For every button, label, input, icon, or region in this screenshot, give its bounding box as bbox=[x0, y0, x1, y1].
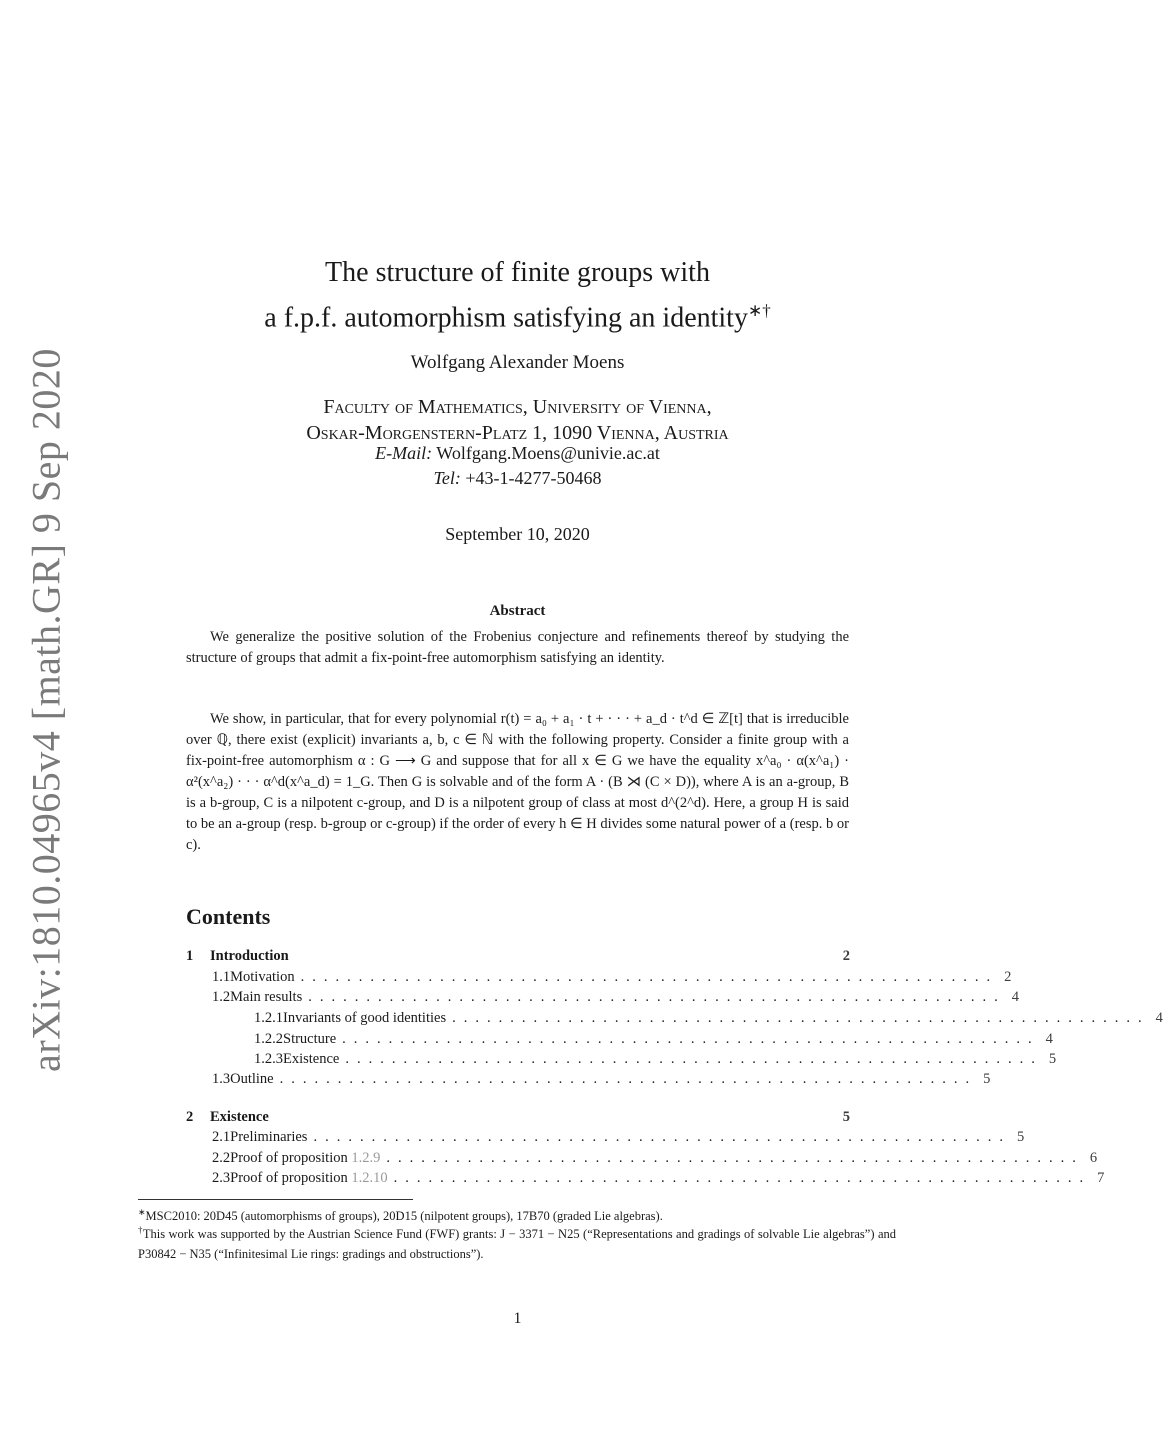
email-label: E-Mail: bbox=[375, 443, 433, 463]
toc-entry-number: 1 bbox=[186, 948, 194, 964]
toc-entry-number: 1.2 bbox=[212, 989, 231, 1005]
toc-entry-page-link[interactable]: 4 bbox=[1045, 1031, 1053, 1047]
title-footnote-marks[interactable]: ∗† bbox=[747, 301, 771, 320]
contents-heading: Contents bbox=[186, 904, 271, 929]
email-address[interactable]: Wolfgang.Moens@univie.ac.at bbox=[436, 443, 660, 463]
tel-label: Tel: bbox=[433, 468, 461, 488]
toc-entry-number: 1.2.1 bbox=[254, 1010, 283, 1026]
toc-entry-label: Structure bbox=[283, 1031, 337, 1047]
toc-entry-label: Outline bbox=[230, 1071, 274, 1087]
toc-entry-page-link[interactable]: 2 bbox=[842, 948, 850, 964]
toc-entry-label: Existence bbox=[283, 1051, 340, 1067]
toc-entry-leader-dots: ............................................................ bbox=[386, 1150, 1084, 1166]
footnote-2: †This work was supported by the Austrian Science Fund (FWF) grants: J − 3371 − N25 (“Representations and gradings of solvable Lie algebras”) and P30842 − N35 (“Infinitesimal Lie rings: gradings and obstructions”). bbox=[138, 1225, 897, 1262]
toc-entry-page-link[interactable]: 5 bbox=[983, 1071, 991, 1087]
footnote-1: ∗MSC2010: 20D45 (automorphisms of groups), 20D15 (nilpotent groups), 17B70 (graded Lie algebras). bbox=[138, 1207, 663, 1224]
toc-entry[interactable] bbox=[186, 1150, 1098, 1170]
affiliation-line-2: Oskar-Morgenstern-Platz 1, 1090 Vienna, Austria bbox=[306, 422, 729, 444]
toc-entry-leader-dots: ............................................................ bbox=[342, 1031, 1040, 1047]
toc-entry[interactable] bbox=[186, 1051, 1057, 1071]
toc-entry-page-link[interactable]: 5 bbox=[842, 1109, 850, 1125]
toc-entry-leader-dots: ............................................................ bbox=[279, 1071, 978, 1087]
toc-entry-page-link[interactable]: 4 bbox=[1011, 989, 1019, 1005]
author-name: Wolfgang Alexander Moens bbox=[410, 352, 625, 373]
affiliation-line-1: Faculty of Mathematics, University of Vienna, bbox=[323, 396, 712, 418]
toc-entry-label: Invariants of good identities bbox=[283, 1010, 447, 1026]
toc-entry[interactable] bbox=[186, 1129, 1025, 1149]
toc-entry-label: Preliminaries bbox=[230, 1129, 308, 1145]
toc-entry-label: Proof of proposition 1.2.10 bbox=[230, 1170, 388, 1186]
toc-entry-number: 2 bbox=[186, 1109, 194, 1125]
toc-entry[interactable] bbox=[186, 969, 1012, 989]
tel-number: +43-1-4277-50468 bbox=[465, 468, 602, 488]
toc-entry[interactable] bbox=[186, 948, 850, 968]
toc-entry[interactable] bbox=[186, 1109, 850, 1129]
title-line-2: a f.p.f. automorphism satisfying an identity∗† bbox=[264, 301, 771, 334]
abstract-heading: Abstract bbox=[489, 603, 546, 619]
abstract-paragraph-1: We generalize the positive solution of the Frobenius conjecture and refinements thereof by studying the structure of groups that admit a fix-point-free automorphism satisfying an identity. bbox=[186, 629, 849, 666]
toc-entry-page-link[interactable]: 4 bbox=[1155, 1010, 1163, 1026]
toc-entry-page-link[interactable]: 5 bbox=[1048, 1051, 1057, 1067]
toc-entry-leader-dots: ............................................................ bbox=[393, 1170, 1092, 1186]
toc-entry-label: Main results bbox=[230, 989, 303, 1005]
toc-entry[interactable] bbox=[186, 1010, 1163, 1030]
toc-entry-leader-dots: ............................................................ bbox=[452, 1010, 1150, 1026]
toc-entry-page-link[interactable]: 5 bbox=[1016, 1129, 1025, 1145]
title-line-1: The structure of finite groups with bbox=[325, 257, 710, 288]
footnote-2-mark: † bbox=[138, 1225, 143, 1235]
toc-entry-number: 1.1 bbox=[212, 969, 231, 985]
footnote-rule bbox=[138, 1199, 413, 1200]
toc-entry-leader-dots: ............................................................ bbox=[300, 969, 999, 985]
toc-entry-page-link[interactable]: 7 bbox=[1097, 1170, 1105, 1186]
toc-entry-number: 2.1 bbox=[212, 1129, 231, 1145]
page-number: 1 bbox=[513, 1310, 522, 1327]
toc-entry[interactable] bbox=[186, 1031, 1053, 1051]
toc-entry-number: 1.2.3 bbox=[254, 1051, 283, 1067]
toc-entry-number: 1.2.2 bbox=[254, 1031, 283, 1047]
tel-line bbox=[120, 468, 915, 489]
toc-entry-leader-dots: ............................................................ bbox=[313, 1129, 1011, 1145]
toc-entry-reference-link[interactable]: 1.2.10 bbox=[347, 1170, 388, 1186]
arxiv-id-text: arXiv:1810.04965v4 [math.GR] 9 Sep 2020 bbox=[23, 348, 69, 1072]
arxiv-identifier bbox=[16, 348, 76, 1072]
paper-date: September 10, 2020 bbox=[445, 524, 590, 544]
toc-entry-reference-link[interactable]: 1.2.9 bbox=[347, 1150, 381, 1166]
email-line bbox=[120, 443, 915, 464]
toc-entry-label: Motivation bbox=[230, 969, 295, 985]
toc-entry-page-link[interactable]: 6 bbox=[1089, 1150, 1098, 1166]
toc-entry-label: Proof of proposition 1.2.9 bbox=[230, 1150, 381, 1166]
toc-entry[interactable] bbox=[186, 1170, 1105, 1190]
toc-entry-number: 1.3 bbox=[212, 1071, 231, 1087]
toc-entry-page-link[interactable]: 2 bbox=[1004, 969, 1012, 985]
toc-entry-label: Introduction bbox=[210, 948, 289, 964]
toc-entry-number: 2.3 bbox=[212, 1170, 231, 1186]
toc-entry-leader-dots: ............................................................ bbox=[345, 1051, 1043, 1067]
toc-entry[interactable] bbox=[186, 1071, 991, 1091]
abstract-paragraph-2: We show, in particular, that for every polynomial r(t) = a₀ + a₁ · t + · · · + a_d · t^d ∈ ℤ[t] that is irreducible over ℚ, there exist (explicit) invariants a, b, c ∈ ℕ with the following property. Consider a finite group with a fix-point-free automorphism α : G ⟶ G and suppose that for all x ∈ G we have the equality x^a₀ · α(x^a₁) · α²(x^a₂) · · · α^d(x^a_d) = 1_G. Then G is solvable and of the form A · (B ⋊ (C × D)), where A is an a-group, B is a b-group, C is a nilpotent c-group, and D is a nilpotent group of class at most d^(2^d). Here, a group H is said to be an a-group (resp. b-group or c-group) if the order of every h ∈ H divides some natural power of a (resp. b or c). bbox=[186, 711, 849, 853]
toc-entry-number: 2.2 bbox=[212, 1150, 231, 1166]
toc-entry-label: Existence bbox=[210, 1109, 269, 1125]
toc-entry[interactable] bbox=[186, 989, 1019, 1009]
toc-entry-leader-dots: ............................................................ bbox=[308, 989, 1006, 1005]
paper-title bbox=[120, 254, 915, 337]
footnote-1-mark: ∗ bbox=[138, 1207, 146, 1217]
